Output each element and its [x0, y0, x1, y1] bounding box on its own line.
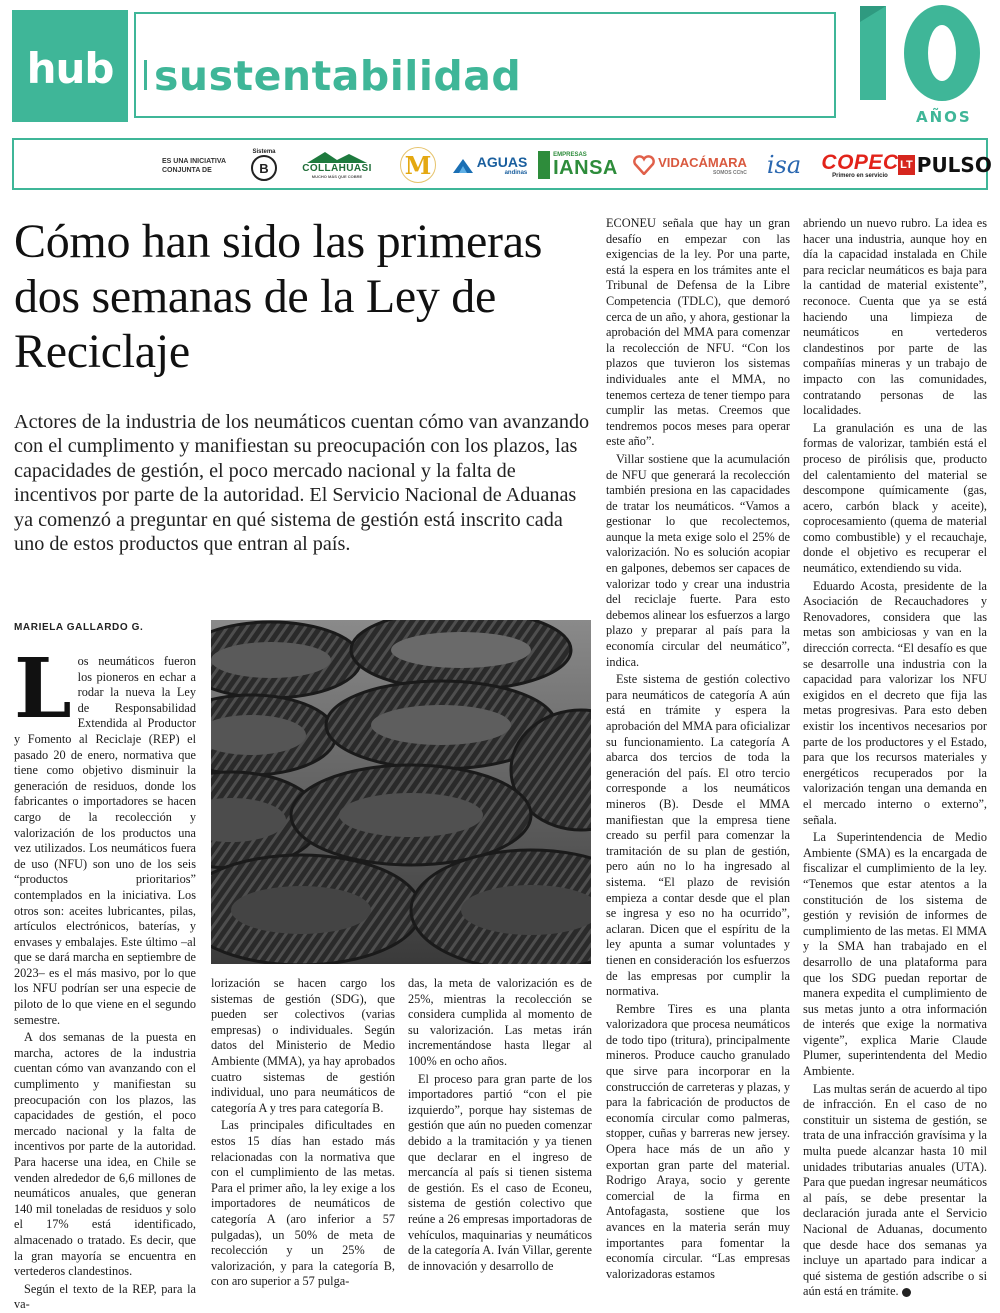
sistema-b-letter: B — [251, 155, 277, 181]
collahuasi-mountain-icon — [307, 151, 367, 163]
article-column-4 — [606, 216, 790, 1282]
section-name: sustentabilidad — [154, 52, 522, 100]
collahuasi-tagline: MUCHO MÁS QUE COBRE — [311, 174, 363, 179]
anniversary-label: AÑOS — [916, 108, 972, 126]
article-paragraph: Según el texto de la REP, para la va- — [14, 1281, 196, 1312]
hub-logo-text: hub — [26, 44, 114, 93]
anniversary-digit-one — [860, 6, 886, 100]
pulso-logo[interactable] — [900, 148, 992, 182]
aguas-andinas-icon — [453, 157, 473, 173]
pulso-lt: LT — [898, 155, 915, 175]
aguas-andinas-logo[interactable] — [450, 148, 530, 182]
section-banner-accent — [144, 60, 147, 90]
article-column-3 — [408, 976, 592, 1274]
article-column-5 — [803, 216, 987, 1300]
sponsor-bar — [12, 138, 992, 190]
paragraph-text: Las multas serán de acuerdo al tipo de infracción. En el caso de no constituir un sistema de gestión, se trata de una infracción gravísima y la multa puede alcanzar hasta 10 mil unidades tributarias anuales (UTA). Para que puedan ingresar neumáticos al país, se debe presentar la declaración jurada ante el Servicio Nacional de Aduanas, documento que desde hace dos semanas ya incluye un apartado para indicar a qué sistema de gestión adscribe o si aún está en trámite. — [803, 1081, 987, 1299]
hub-logo[interactable] — [12, 10, 128, 122]
mcdonalds-letter: M — [400, 147, 436, 183]
vidacamara-name: VIDACÁMARA — [658, 154, 747, 170]
article-byline: MARIELA GALLARDO G. — [14, 622, 144, 633]
article-paragraph: abriendo un nuevo rubro. La idea es hacer una industria, aunque hoy en día la capacidad instalada en Chile para reciclar neumáticos es baja para la cantidad de material existente”, reconoce. Cuenta que ya se está haciendo una limpieza de neumáticos en vertederos clandestinos por parte de las compañías mineras y un trabajo de impacto con las comunidades, contratando personas de las localidades. — [803, 216, 987, 418]
iansa-top: EMPRESAS — [553, 152, 587, 158]
article-paragraph: Eduardo Acosta, presidente de la Asociación de Recauchadores y Renovadores, considera que las metas son ambiciosas y van en la dirección correcta. “El desafío es que se desarrolle una industria con la capacidad para valorizar los NFU exigidos en el decreto que fija las metas progresivas. Para esto deben existir los incentivos necesarios por parte de los productores y el Estado, para que los recursos materiales y energéticos recuperados por la valorización tengan una demanda en el mercado interno o externo”, señala. — [803, 578, 987, 827]
article-title: Cómo han sido las primeras dos semanas de la Ley de Reciclaje — [14, 215, 543, 378]
article-paragraph: Villar sostiene que la acumulación de NFU que generará la recolección también presiona en las capacidades de tratar los neumáticos. “Vamos a gestionar lo que recolectemos, aunque la meta exige solo el 25% de valorización. No es solución acopiar en galpones, debemos ser capaces de valorizar todo y crear una industria del reciclaje fuerte. Para esto debemos alinear los esfuerzos a largo plazo y preparar al país para la economía circular del neumático”, indica. — [606, 451, 790, 669]
article-paragraph: A dos semanas de la puesta en marcha, actores de la industria cuentan cómo van avanzando con el cumplimento y manifiestan su preocupación con los plazos, las capacidades de gestión, el poco mercado nacional y la falta de incentivos por parte de la autoridad. Para hacerse una idea, en Chile se venden alrededor de 6,6 millones de neumáticos anuales, que generan 140 mil toneladas de residuos y solo el 17% está identificado, almacenado o tratado. Es decir, que la gran mayoría se encuentra en vertederos clandestinos. — [14, 1030, 196, 1279]
article-paragraph — [14, 641, 196, 1028]
tires-photo — [211, 620, 591, 964]
iansa-mark-icon — [538, 151, 550, 179]
section-banner — [134, 12, 836, 118]
sistema-b-label: Sistema — [252, 149, 276, 155]
copec-sub: Primero en servicio — [832, 172, 888, 179]
isa-logo[interactable] — [758, 148, 810, 182]
sistema-b-logo[interactable] — [246, 148, 282, 182]
article-column-1 — [14, 641, 196, 1313]
anniversary-digit-zero-hole — [928, 25, 956, 81]
article-paragraph: La granulación es una de las formas de valorizar, también está el proceso de pirólisis que, producto del calentamiento del material se descompone químicamente (gas, acero, carbón black y aceite), coprocesamiento (quema de material como combustible) y el recauchaje, donde el objetivo es recuperar el neumático, extendiendo su vida. — [803, 420, 987, 576]
aguas-sub: andinas — [504, 170, 528, 176]
article-paragraph — [803, 1082, 987, 1300]
mcdonalds-logo[interactable] — [396, 148, 440, 182]
collahuasi-logo[interactable] — [292, 148, 382, 182]
article-column-2 — [211, 976, 395, 1290]
sponsor-intro: ES UNA INICIATIVA CONJUNTA DE — [162, 158, 226, 174]
end-of-article-icon — [902, 1288, 911, 1297]
article-paragraph: das, la meta de valorización es de 25%, mientras la recolección se considera cumplida al momento de su valorización. Las metas irán incrementándose hasta llegar al 100% en ocho años. — [408, 976, 592, 1068]
tire-stack — [211, 620, 591, 964]
paragraph-text: os neumáticos fueron los pioneros en echar a rodar la nueva la Ley de Responsabilidad Extendida al Productor y Fomento al Reciclaje (REP) el pasado 20 de enero, normativa que tiene como objetivo disminuir la generación de residuos, donde los fabricantes o importadores se hacen cargo de la recolección y valorización de los productos una vez utilizados. Los neumáticos fuera de uso (NFU) son uno de los seis “productos prioritarios” contemplados en la iniciativa. Los otros son: aceites lubricantes, pilas, artículos electrónicos, baterías, y envases y embalajes. Este último –al que se dará marcha en septiembre de 2023– es el más masivo, por lo que los NFU podrían ser una especie de piloto de lo que viene en el segundo semestre. — [14, 654, 196, 1027]
article-paragraph: Este sistema de gestión colectivo para neumáticos de categoría A aún está en trámite y espera la aprobación del MMA para oficializar su funcionamiento. La categoría A abarca dos tercios de toda la generación del país. El otro tercio corresponde a los neumáticos mineros (B). Desde el MMA manifiestan que la empresa tiene creado su perfil para comenzar la tramitación de su plan de gestión, pero aún no lo ha ingresado al sistema. “El plazo de revisión empieza a contar desde que el plan se ingresa y eso no ha ocurrido”, aclaran. Dicen que el espíritu de la ley apunta a sumar voluntades y tienen en consideración los esfuerzos de las empresas por cumplir la normativa. — [606, 672, 790, 999]
article-paragraph: lorización se hacen cargo los sistemas de gestión (SDG), que pueden ser colectivos (varias empresas) o individuales. Según datos del Ministerio de Medio Ambiente (MMA), ya hay aprobados cuatro sistemas de gestión individual, uno para neumáticos de categoría A y tres para categoría B. — [211, 976, 395, 1115]
iansa-name: IANSA — [553, 157, 618, 179]
article-paragraph: Las principales dificultades en estos 15 días han estado más relacionadas con la normativa que con el cumplimiento de las metas. Para el primer año, la ley exige a los importadores de neumáticos de categoría A (aro inferior a 57 pulgadas), un 50% de meta de recolección y un 25% de valorización, y para la categoría B, con aro superior a 57 pulga- — [211, 1118, 395, 1289]
article-paragraph: El proceso para gran parte de los importadores partió “con el pie izquierdo”, porque hay sistemas de gestión que aún no pueden comenzar debido a la tramitación y ya tienen que declarar en el ingreso de mercancía al país si tienen sistema de gestión. Es el caso de Econeu, sistema de gestión colectivo que reúne a 26 empresas importadoras de vehículos, maquinarias y neumáticos de la categoría A. Iván Villar, gerente de innovación y desarrollo de — [408, 1071, 592, 1273]
pulso-name: PULSO — [916, 153, 992, 177]
article-paragraph: ECONEU señala que hay un gran desafío en empezar con las exigencias de la ley. Por una parte, está la espera en los trámites ante el Tribunal de Defensa de la Libre Competencia (TDLC), que demoró cerca de un año, y ahora, gestionar la aprobación del MMA para comenzar la recolección de NFU. “Con los plazos que tuvieron los sistemas individuales ante el MMA, no tenemos certeza de tener tiempo para cumplir las metas. Creemos que tendremos pocos meses para operar este año”. — [606, 216, 790, 449]
heart-icon — [633, 155, 655, 175]
iansa-logo[interactable] — [534, 148, 622, 182]
article-lead: Actores de la industria de los neumáticos cuentan cómo van avanzando con el cumplimento y manifiestan su preocupación con los plazos, las capacidades de gestión, el poco mercado nacional y la falta de incentivos por parte de la autoridad. El Servicio Nacional de Aduanas ya comenzó a preguntar en qué sistema de gestión está inscrito cada uno de estos productos que entran al país. — [14, 411, 590, 556]
vidacamara-sub: SOMOS CChC — [713, 169, 747, 176]
copec-logo[interactable] — [820, 148, 900, 182]
isa-name: isa — [766, 151, 802, 179]
collahuasi-name: COLLAHUASI — [302, 163, 372, 174]
aguas-name: AGUAS — [476, 154, 528, 170]
copec-name: COPEC — [821, 150, 899, 174]
article-paragraph: Rembre Tires es una planta valorizadora que procesa neumáticos de todo tipo (tritura), principalmente mineros. Produce caucho granulado que sirve para incorporar en la construcción de carreteras y plazas, y para la fabricación de productos de economía circular como palmeras, stopper, cuñas y barreras new jersey. Opera hace más de un año y exportan gran parte del material. Rodrigo Araya, socio y gerente comercial de la firma en Antofagasta, sostiene que los avances en la materia serán muy importantes para fomentar la economía circular. “Las empresas valorizadoras estamos — [606, 1001, 790, 1281]
article-paragraph: La Superintendencia de Medio Ambiente (SMA) es la encargada de fiscalizar el cumplimiento de la ley. “Tenemos que estar atentos a la constitución de los sistema de gestión y revisión de informes de cumplimiento de las metas. El MMA y la SMA han trabajado en el desarrollo de una plataforma para que los SDG puedan reportar de manera expedita el cumplimiento de sus metas junto a otra información de interés que exige la normativa vigente”, explica Marie Claude Plumer, superintendenta del Medio Ambiente. — [803, 830, 987, 1079]
dropcap: L — [14, 641, 72, 737]
vidacamara-logo[interactable] — [630, 148, 750, 182]
